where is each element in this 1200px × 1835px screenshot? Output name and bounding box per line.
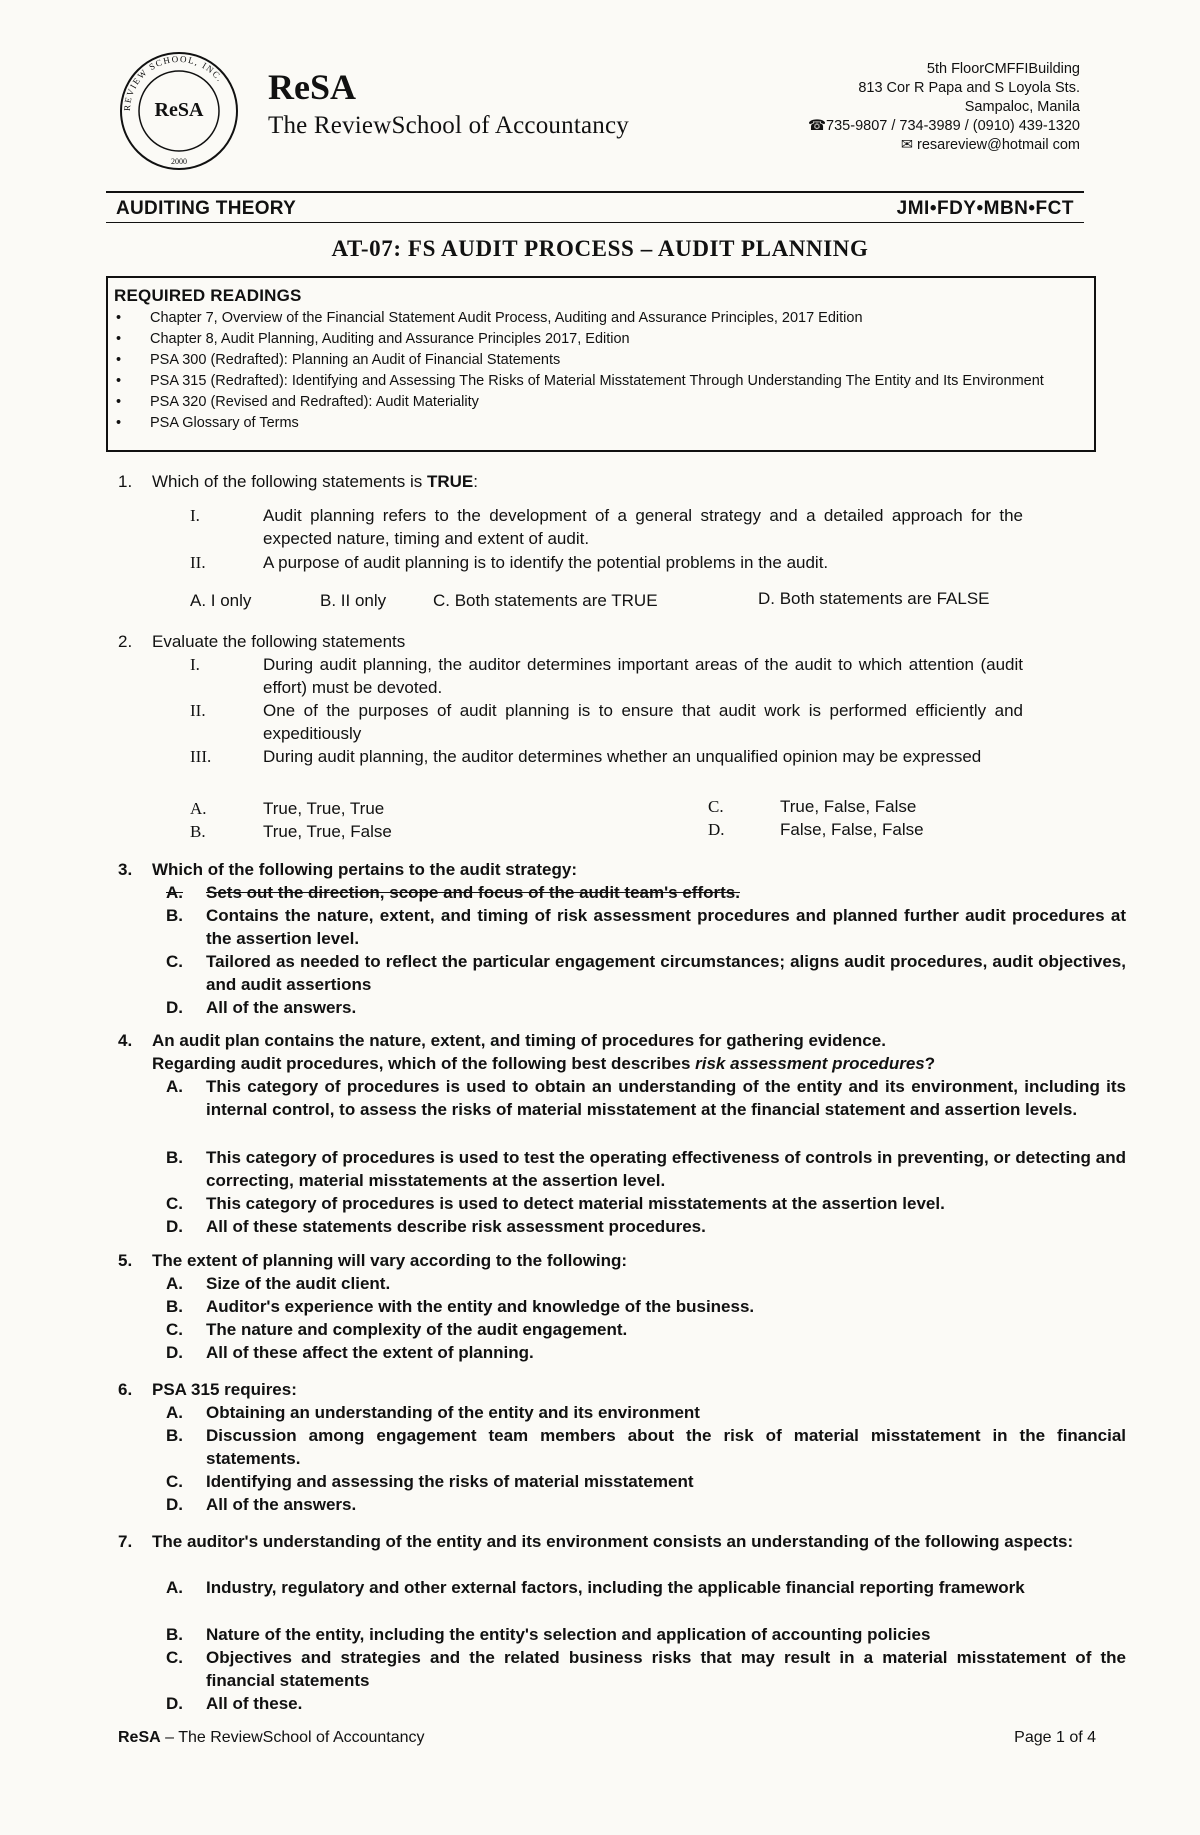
q3-option: D. All of the answers. [166,998,357,1017]
header-rule-bottom [106,222,1084,223]
q1-option: D. Both statements are FALSE [758,589,990,608]
q4-option: D. All of these statements describe risk assessment procedures. [166,1217,706,1236]
phone-line: ☎735-9807 / 734-3989 / (0910) 439-1320 [807,118,1080,134]
q5-option: C. The nature and complexity of the audit engagement. [166,1320,628,1339]
q5-option: D. All of these affect the extent of planning. [166,1343,534,1362]
readings-title: REQUIRED READINGS [114,286,302,305]
q7-option: A. Industry, regulatory and other external factors, including the applicable financial reporting framework [166,1578,1025,1597]
reading-item: • Chapter 8, Audit Planning, Auditing and Assurance Principles 2017, Edition [116,331,630,347]
svg-text:2000: 2000 [171,157,187,166]
q4-option: C. This category of procedures is used to detect material misstatements at the assertion level. [166,1194,945,1213]
q6-option: B. Discussion among engagement team members about the risk of material misstatement in the financial statements. [166,1426,1126,1468]
question-3: 3. Which of the following pertains to the audit strategy: [118,860,577,879]
q5-option: A. Size of the audit client. [166,1274,391,1293]
brand-subtitle: The ReviewSchool of Accountancy [268,112,629,139]
reading-item: • PSA 300 (Redrafted): Planning an Audit of Financial Statements [116,352,561,368]
address-line: Sampaloc, Manila [964,99,1080,115]
email-line: ✉ resareview@hotmail com [900,137,1080,153]
q6-option: A. Obtaining an understanding of the entity and its environment [166,1403,700,1422]
footer-school: ReSA – The ReviewSchool of Accountancy [118,1729,425,1746]
q3-option: A. Sets out the direction, scope and focus of the audit team's efforts. [166,883,740,902]
reading-item: • PSA 315 (Redrafted): Identifying and Assessing The Risks of Material Misstatement Through Understanding The Entity and Its Environment [116,373,1044,389]
document-page: REVIEW SCHOOL, INC. ReSA 2000 ReSA The ReviewSchool of Accountancy 5th FloorCMFFIBuilding 813 Cor R Papa and S Loyola Sts. Sampaloc, Manila ☎735-9807 / 734-3989 / (0910) 439-1320 ✉ resareview@hotmail com AUDITING THEORY JMI•FDY•MBN•FCT AT-07: FS AUDIT PROCESS – AUDIT PLANNING REQUIRED READINGS • Chapter 7, Overview of the Financial Statement Audit Process, Auditing and Assurance Principles, 2017 Edition • Chapter 8, Audit Planning, Auditing and Assurance Principles 2017, Edition • PSA 300 (Redrafted): Planning an Audit of Financial Statements • PSA 315 (Redrafted): Identifying and Assessing The Risks of Material Misstatement Through Understanding The Entity and Its Environment • PSA 320 (Revised and Redrafted): Audit Materiality • PSA Glossary of Terms 1. Which of the following statements is TRUE: I. Audit planning refers to the development of a general strategy and a detailed approach for the expected nature, timing and extent of audit. II. A purpose of audit planning is to identify the potential problems in the audit. A. I only B. II only C. Both statements are TRUE D. Both statements are FALSE 2. Evaluate the following statements I. During audit planning, the auditor determines important areas of the audit to which attention (audit effort) must be devoted. II. One of the purposes of audit planning is to ensure that audit work is performed efficiently and expeditiously III. During audit planning, the auditor determines whether an unqualified opinion may be expressed A. True, True, True B. True, True, False C. True, False, False D. False, False, False 3. Which of the following pertains to the audit strategy: A. Sets out the direction, scope and focus of the audit team's efforts. B. Contains the nature, extent, and timing of risk assessment procedures and planned further audit procedures at the assertion level. C. Tailored as needed to reflect the particular engagement circumstances; aligns audit procedures, audit objectives, and audit assertions D. All of the answers. 4. An audit plan contains the nature, extent, and timing of procedures for gathering evidence. Regarding audit procedures, which of the following best describes risk assessment procedures? A. This category of procedures is used to obtain an understanding of the entity and its environment, including its internal control, to assess the risks of material misstatement at the financial statement and assertion levels. B. This category of procedures is used to test the operating effectiveness of controls in preventing, or detecting and correcting, material misstatements at the assertion level. C. This category of procedures is used to detect material misstatements at the assertion level. D. All of these statements describe risk assessment procedures. 5. The extent of planning will vary according to the following: A. Size of the audit client. B. Auditor's experience with the entity and knowledge of the business. C. The nature and complexity of the audit engagement. D. All of these affect the extent of planning. 6. PSA 315 requires: A. Obtaining an understanding of the entity and its environment B. Discussion among engagement team members about the risk of material misstatement in the financial statements. C. Identifying and assessing the risks of material misstatement D. All of the answers. 7. The auditor's understanding of the entity and its environment consists an understanding of the following aspects: A. Industry, regulatory and other external factors, including the applicable financial reporting framework B. Nature of the entity, including the entity's selection and application of accounting policies C. Objectives and strategies and the related business risks that may result in a material misstatement of the financial statements D. All of these. ReSA – The ReviewSchool of Accountancy Page 1 of 4 [0,0,1200,1835]
reading-item: • Chapter 7, Overview of the Financial Statement Audit Process, Auditing and Assurance Principles, 2017 Edition [116,310,863,326]
page-number: Page 1 of 4 [1014,1729,1096,1746]
question-7: 7. The auditor's understanding of the entity and its environment consists an understanding of the following aspects: [118,1532,1074,1551]
question-2: 2. Evaluate the following statements [118,632,406,651]
question-1: 1. Which of the following statements is TRUE: [118,472,478,491]
q1-option: C. Both statements are TRUE [433,591,658,610]
q6-option: C. Identifying and assessing the risks of material misstatement [166,1472,694,1491]
q7-option: B. Nature of the entity, including the entity's selection and application of accounting policies [166,1625,931,1644]
instructor-codes: JMI•FDY•MBN•FCT [896,198,1074,219]
header-rule [106,191,1084,193]
reading-item: • PSA 320 (Revised and Redrafted): Audit Materiality [116,394,479,410]
resa-seal-logo [118,50,240,172]
address-block [808,60,1080,155]
q4-option: B. This category of procedures is used to test the operating effectiveness of controls in preventing, or detecting and correcting, material misstatements at the assertion level. [166,1148,1126,1190]
brand-name: ReSA [268,67,356,107]
question-4: 4. An audit plan contains the nature, extent, and timing of procedures for gathering evidence. Regarding audit procedures, which of the following best describes risk assessment procedures? [118,1031,936,1073]
q3-option: C. Tailored as needed to reflect the particular engagement circumstances; aligns audit procedures, audit objectives, and audit assertions [166,952,1126,994]
address-line: 813 Cor R Papa and S Loyola Sts. [858,80,1080,96]
svg-text:ReSA: ReSA [154,99,204,121]
q3-option: B. Contains the nature, extent, and timing of risk assessment procedures and planned further audit procedures at the assertion level. [166,906,1126,948]
subject-label: AUDITING THEORY [116,198,297,219]
q7-option: C. Objectives and strategies and the related business risks that may result in a material misstatement of the financial statements [166,1648,1126,1690]
q7-option: D. All of these. [166,1694,303,1713]
svg-text:REVIEW SCHOOL, INC.: REVIEW SCHOOL, INC. [121,53,226,112]
question-5: 5. The extent of planning will vary according to the following: [118,1251,628,1270]
required-readings-box [106,276,1096,452]
question-6: 6. PSA 315 requires: [118,1380,297,1399]
q1-option: B. II only [320,591,387,610]
q6-option: D. All of the answers. [166,1495,357,1514]
address-line: 5th FloorCMFFIBuilding [926,61,1080,77]
reading-item: • PSA Glossary of Terms [116,415,299,431]
document-title: AT-07: FS AUDIT PROCESS – AUDIT PLANNING [331,236,869,261]
q4-option: A. This category of procedures is used to obtain an understanding of the entity and its environment, including its internal control, to assess the risks of material misstatement at the financial statement and assertion levels. [166,1077,1126,1119]
q5-option: B. Auditor's experience with the entity and knowledge of the business. [166,1297,755,1316]
q1-option: A. I only [190,591,252,610]
